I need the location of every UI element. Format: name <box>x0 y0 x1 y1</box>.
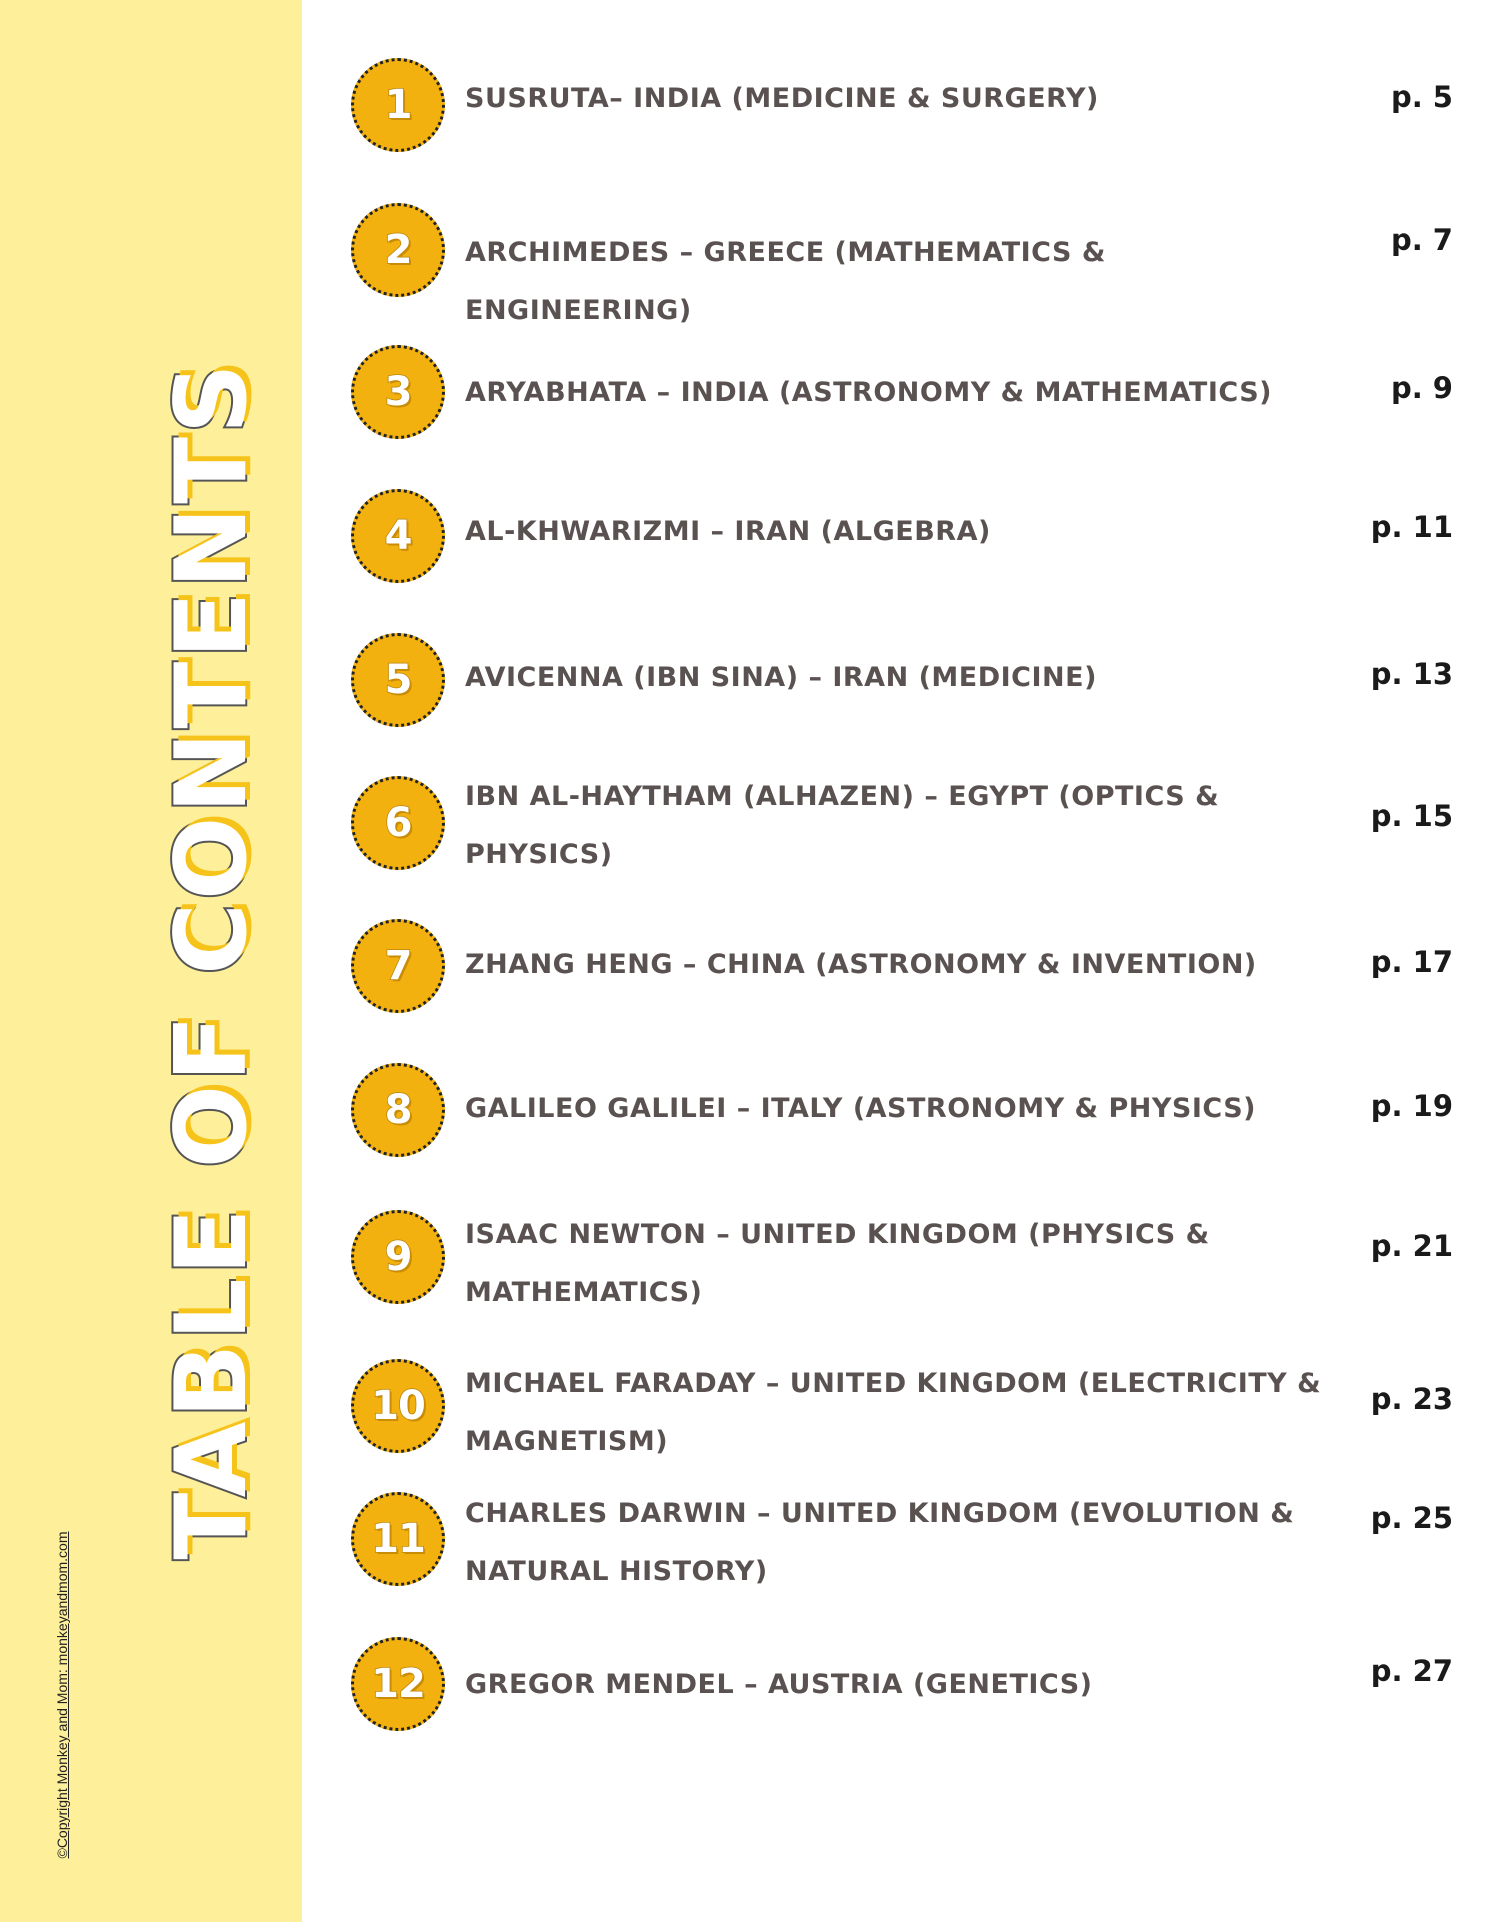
entry-number: 3 <box>384 369 412 415</box>
entry-page: p. 9 <box>1390 371 1453 405</box>
entry-title: AL-KHWARIZMI – IRAN (ALGEBRA) <box>465 516 991 547</box>
number-badge <box>351 1063 445 1157</box>
entry-page: p. 13 <box>1370 657 1453 691</box>
entry-title: ISAAC NEWTON – UNITED KINGDOM (PHYSICS & MATHEMATICS) <box>465 1219 1210 1308</box>
entry-title: GALILEO GALILEI – ITALY (ASTRONOMY & PHYSICS) <box>465 1093 1257 1124</box>
entry-number: 4 <box>384 513 412 559</box>
number-badge <box>351 203 445 297</box>
entry-page: p. 5 <box>1390 80 1453 114</box>
entry-page: p. 11 <box>1370 510 1453 544</box>
number-badge <box>351 1637 445 1731</box>
number-badge <box>351 489 445 583</box>
entry-page: p. 17 <box>1370 945 1453 979</box>
entry-number: 6 <box>384 800 412 846</box>
entry-number: 8 <box>384 1087 412 1133</box>
entry-page: p. 23 <box>1370 1382 1453 1416</box>
entry-title: GREGOR MENDEL – AUSTRIA (GENETICS) <box>465 1669 1093 1700</box>
entry-page: p. 27 <box>1370 1654 1453 1688</box>
entry-title: CHARLES DARWIN – UNITED KINGDOM (EVOLUTION & NATURAL HISTORY) <box>465 1498 1295 1587</box>
entry-number: 5 <box>384 657 412 703</box>
number-badge <box>351 633 445 727</box>
entry-number: 7 <box>384 943 412 989</box>
entry-number: 2 <box>384 227 412 273</box>
entry-title: ZHANG HENG – CHINA (ASTRONOMY & INVENTION) <box>465 949 1257 980</box>
number-badge <box>351 919 445 1013</box>
entry-title: IBN AL-HAYTHAM (ALHAZEN) – EGYPT (OPTICS & PHYSICS) <box>465 781 1220 870</box>
number-badge <box>351 345 445 439</box>
entry-title: ARYABHATA – INDIA (ASTRONOMY & MATHEMATICS) <box>465 377 1272 408</box>
entry-page: p. 19 <box>1370 1089 1453 1123</box>
copyright-notice: ©Copyright Monkey and Mom: monkeyandmom.com <box>54 1531 70 1859</box>
number-badge <box>351 1210 445 1304</box>
entry-title: MICHAEL FARADAY – UNITED KINGDOM (ELECTRICITY & MAGNETISM) <box>465 1368 1322 1457</box>
entry-page: p. 25 <box>1370 1501 1453 1535</box>
entry-number: 10 <box>371 1383 425 1429</box>
entry-page: p. 7 <box>1390 223 1453 257</box>
entry-number: 1 <box>384 82 412 128</box>
entry-number: 12 <box>371 1661 425 1707</box>
entry-page: p. 21 <box>1370 1229 1453 1263</box>
entry-number: 11 <box>371 1516 425 1562</box>
number-badge <box>351 58 445 152</box>
number-badge <box>351 1359 445 1453</box>
sidebar <box>0 0 302 1922</box>
number-badge <box>351 776 445 870</box>
entry-number: 9 <box>384 1234 412 1280</box>
entry-page: p. 15 <box>1370 799 1453 833</box>
table-of-contents-heading: TABLE OF CONTENTS <box>155 360 269 1560</box>
number-badge <box>351 1492 445 1586</box>
entry-title: ARCHIMEDES – GREECE (MATHEMATICS & ENGINEERING) <box>465 237 1106 326</box>
entry-title: SUSRUTA– INDIA (MEDICINE & SURGERY) <box>465 83 1099 114</box>
entry-title: AVICENNA (IBN SINA) – IRAN (MEDICINE) <box>465 662 1097 693</box>
